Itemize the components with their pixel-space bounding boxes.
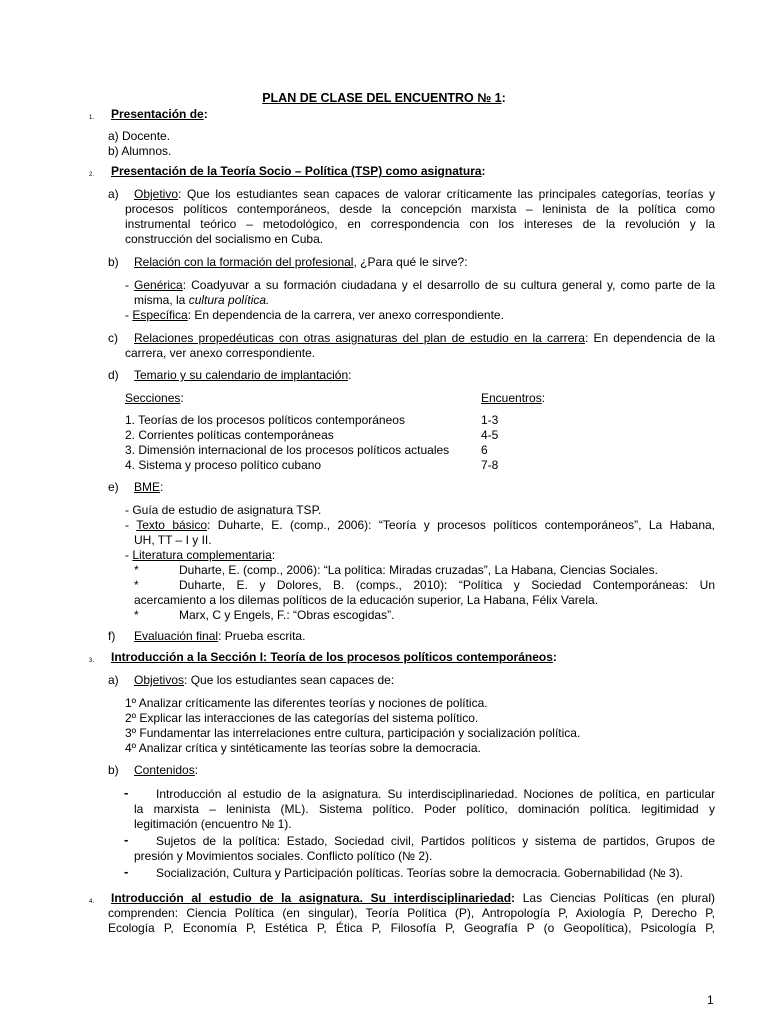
objective-item: 1º Analizar críticamente las diferentes teorías y nociones de política. bbox=[125, 696, 488, 710]
section-heading: Presentación de la Teoría Socio – Política (TSP) como asignatura: bbox=[111, 164, 486, 178]
section-number: 3. bbox=[89, 658, 95, 664]
list-item: - Literatura complementaria: bbox=[125, 548, 276, 562]
section-heading: Introducción a la Sección I: Teoría de los procesos políticos contemporáneos: bbox=[111, 650, 557, 664]
section-number: 2. bbox=[89, 172, 95, 178]
table-row-encounters: 6 bbox=[481, 443, 488, 457]
content-item: Socialización, Cultura y Participación políticas. Teorías sobre la democracia. Gobernabilidad (№ 3). bbox=[156, 866, 683, 880]
item-label: a) bbox=[108, 673, 119, 687]
item-label: e) bbox=[108, 480, 119, 494]
bullet-star: * bbox=[134, 608, 139, 622]
objective-text: instrumental teórico – metodológico, en correspondencia con los intereses de la revolución y la bbox=[125, 217, 715, 231]
list-item: b) Alumnos. bbox=[108, 144, 172, 158]
bullet-star: * bbox=[134, 563, 139, 577]
table-row-section: 3. Dimensión internacional de los procesos políticos actuales bbox=[125, 443, 450, 457]
paragraph: Objetivos: Que los estudiantes sean capaces de: bbox=[134, 673, 395, 687]
bullet-dash: - bbox=[124, 864, 129, 879]
paragraph: Evaluación final: Prueba escrita. bbox=[134, 629, 306, 643]
list-item: - Genérica: Coadyuvar a su formación ciudadana y el desarrollo de su cultura general y, como parte de la bbox=[125, 278, 715, 292]
paragraph: Relación con la formación del profesional, ¿Para qué le sirve?: bbox=[134, 255, 468, 269]
table-header-encuentros: Encuentros: bbox=[481, 391, 546, 405]
list-item: a) Docente. bbox=[108, 129, 171, 143]
table-row-section: 4. Sistema y proceso político cubano bbox=[125, 458, 322, 472]
item-label: b) bbox=[108, 763, 119, 777]
paragraph: comprenden: Ciencia Política (en singular), Teoría Política (P), Antropología P, Axiología P, Derecho P, bbox=[108, 906, 715, 920]
content-item: la marxista – leninista (ML). Sistema político. Poder político, dominación política. legitimidad y bbox=[134, 802, 715, 816]
bullet-star: * bbox=[134, 578, 139, 592]
table-header-secciones: Secciones: bbox=[125, 391, 184, 405]
item-label: f) bbox=[108, 629, 116, 643]
item-label: b) bbox=[108, 255, 119, 269]
table-row-section: 1. Teorías de los procesos políticos contemporáneos bbox=[125, 413, 405, 427]
list-item: - Específica: En dependencia de la carrera, ver anexo correspondiente. bbox=[125, 308, 504, 322]
reference-item: acercamiento a los dilemas políticos de la educación superior, La Habana, Félix Varela. bbox=[134, 593, 599, 607]
paragraph: Contenidos: bbox=[134, 763, 199, 777]
section-heading: Introducción al estudio de la asignatura. Su interdisciplinariedad: Las Ciencias Políticas (en plural) bbox=[111, 891, 716, 905]
paragraph: Ecología P, Economía P, Estética P, Ética P, Filosofía P, Geografía P (o Geopolítica), Psicología P, bbox=[108, 921, 715, 935]
objective-text: Objetivo: Que los estudiantes sean capaces de valorar críticamente las principales categorías, teorías y bbox=[134, 187, 715, 201]
paragraph: carrera, ver anexo correspondiente. bbox=[125, 346, 316, 360]
objective-item: 3º Fundamentar las interrelaciones entre cultura, participación y socialización política. bbox=[125, 726, 581, 740]
reference-item: Duharte, E. (comp., 2006): “La política: Miradas cruzadas”, La Habana, Ciencias Sociales. bbox=[179, 563, 658, 577]
objective-item: 2º Explicar las interacciones de las categorías del sistema político. bbox=[125, 711, 479, 725]
content-item: legitimación (encuentro № 1). bbox=[134, 817, 292, 831]
list-item: UH, TT – I y II. bbox=[134, 533, 212, 547]
table-row-encounters: 4-5 bbox=[481, 428, 499, 442]
list-item: - Texto básico: Duharte, E. (comp., 2006): “Teoría y procesos políticos contemporáneos”, La Habana, bbox=[125, 518, 716, 532]
list-item: - Guía de estudio de asignatura TSP. bbox=[125, 503, 322, 517]
paragraph: Temario y su calendario de implantación: bbox=[134, 368, 352, 382]
content-item: Sujetos de la política: Estado, Sociedad civil, Partidos políticos y sistema de partidos, Grupos de bbox=[156, 834, 715, 848]
bullet-dash: - bbox=[124, 832, 129, 847]
table-row-encounters: 1-3 bbox=[481, 413, 499, 427]
paragraph: Relaciones propedéuticas con otras asignaturas del plan de estudio en la carrera: En dependencia de la bbox=[134, 331, 715, 345]
reference-item: Duharte, E. y Dolores, B. (comps., 2010): “Política y Sociedad Contemporáneas: Un bbox=[179, 578, 715, 592]
page-number: 1 bbox=[707, 993, 714, 1007]
table-row-section: 2. Corrientes políticas contemporáneas bbox=[125, 428, 334, 442]
item-label: a) bbox=[108, 187, 119, 201]
section-number: 1. bbox=[89, 115, 95, 121]
reference-item: Marx, C y Engels, F.: “Obras escogidas”. bbox=[179, 608, 395, 622]
table-row-encounters: 7-8 bbox=[481, 458, 499, 472]
bullet-dash: - bbox=[124, 785, 129, 800]
section-heading: Presentación de: bbox=[111, 107, 208, 121]
objective-text: construcción del socialismo en Cuba. bbox=[125, 232, 324, 246]
content-item: Introducción al estudio de la asignatura. Su interdisciplinariedad. Nociones de política, en particular bbox=[156, 787, 715, 801]
content-item: presión y Movimientos sociales. Conflicto político (№ 2). bbox=[134, 849, 433, 863]
section-number: 4. bbox=[89, 899, 95, 905]
page-title: PLAN DE CLASE DEL ENCUENTRO № 1: bbox=[262, 91, 506, 105]
item-label: d) bbox=[108, 368, 119, 382]
objective-item: 4º Analizar crítica y sintéticamente las teorías sobre la democracia. bbox=[125, 741, 481, 755]
list-item: misma, la cultura política. bbox=[134, 293, 270, 307]
objective-text: procesos políticos contemporáneos, desde la concepción marxista – leninista de la política como bbox=[125, 202, 715, 216]
item-label: c) bbox=[108, 331, 118, 345]
paragraph: BME: bbox=[134, 480, 164, 494]
